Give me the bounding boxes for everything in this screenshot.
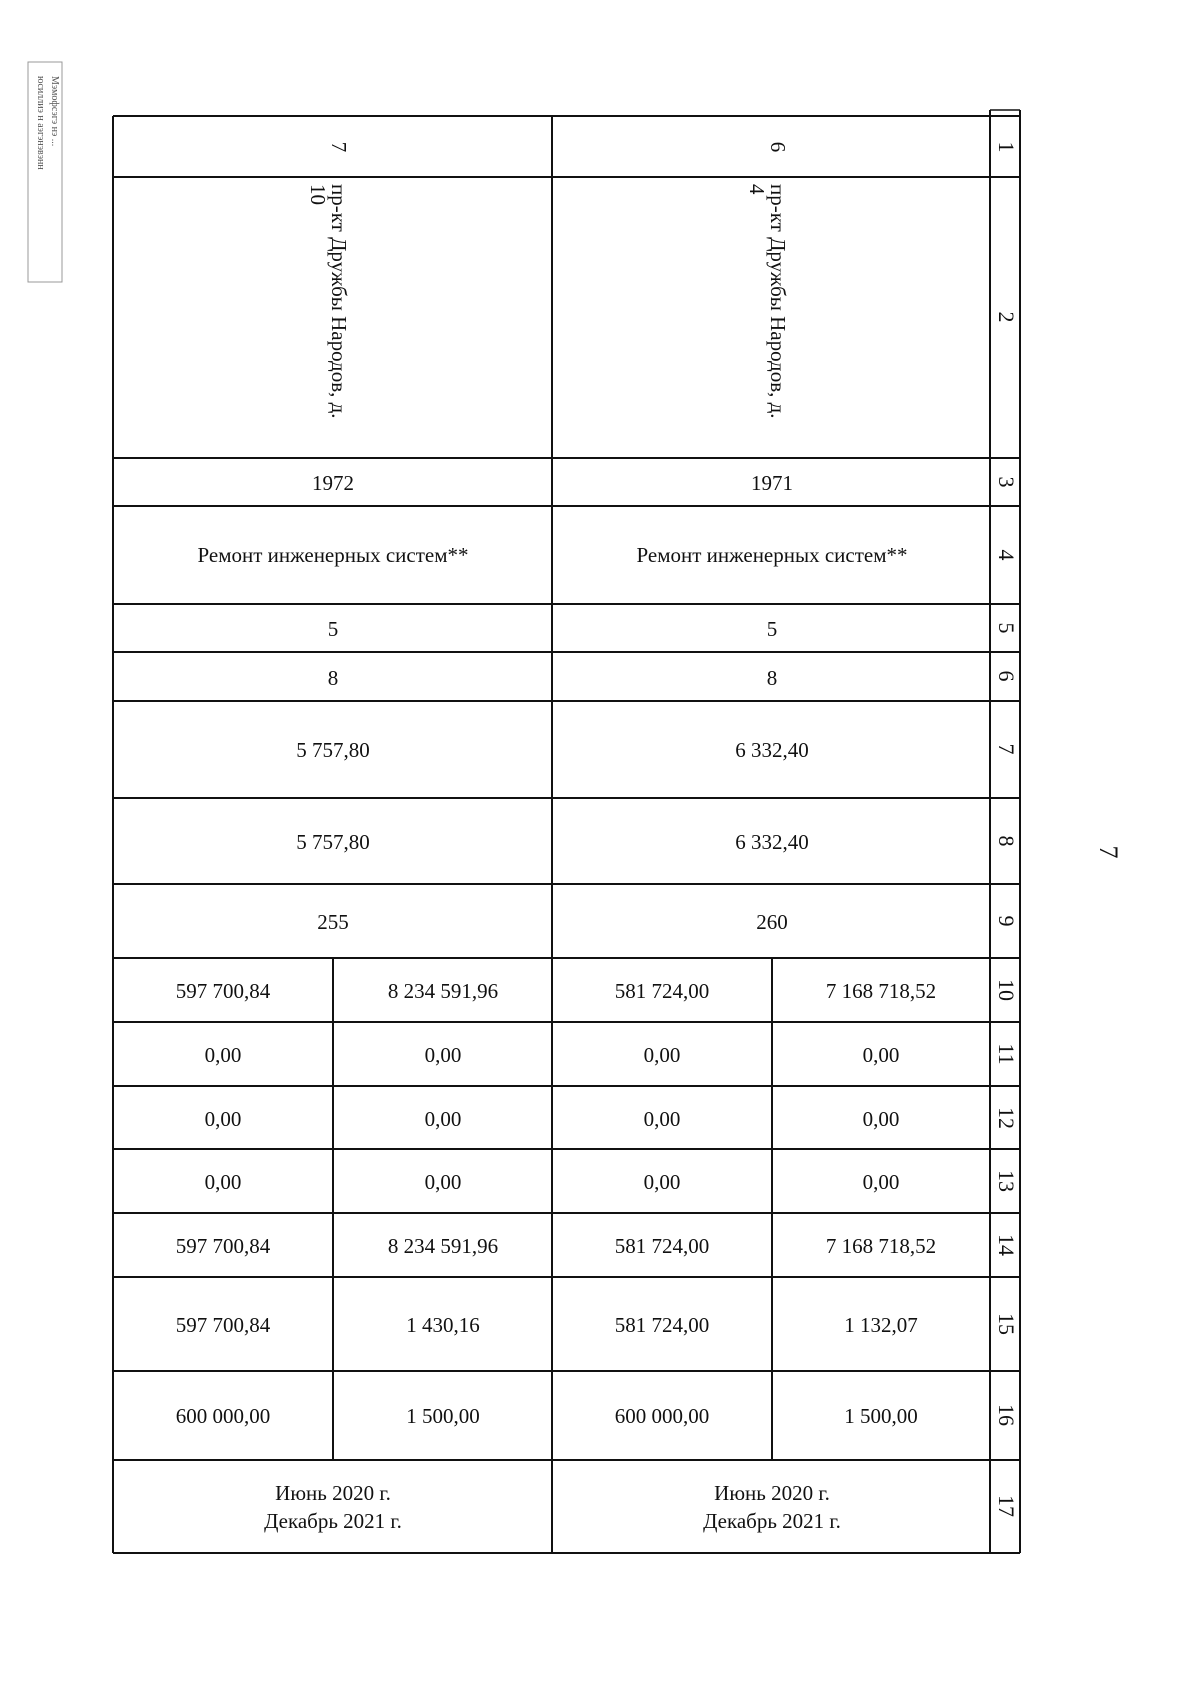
- area-living: 5 757,80: [296, 830, 370, 854]
- row16-b: 1 500,00: [844, 1404, 918, 1428]
- row-number: 10: [994, 979, 1019, 1001]
- cost-total: 597 700,84: [175, 979, 271, 1003]
- row14-a: 581 724,00: [614, 1234, 710, 1258]
- row11-a: 0,00: [204, 1043, 242, 1067]
- row15-b: 1 430,16: [406, 1313, 480, 1337]
- row12-b: 0,00: [424, 1107, 462, 1131]
- row11-b: 0,00: [424, 1043, 462, 1067]
- area-total: 5 757,80: [296, 738, 370, 762]
- area-living: 6 332,40: [735, 830, 809, 854]
- build-year: 1971: [751, 471, 793, 495]
- row-number: 14: [994, 1234, 1019, 1256]
- record-item-7: [176, 142, 498, 1533]
- row-number: 12: [994, 1107, 1019, 1129]
- row-numbers: [994, 142, 1019, 1518]
- row-number: 15: [994, 1313, 1019, 1335]
- page-number: 7: [1094, 845, 1123, 859]
- row-number: 13: [994, 1170, 1019, 1192]
- cost-total-b: 8 234 591,96: [387, 979, 499, 1003]
- row15-a: 597 700,84: [175, 1313, 271, 1337]
- row-number: 5: [994, 622, 1019, 634]
- row-number: 17: [994, 1495, 1019, 1517]
- item-number: 7: [327, 141, 351, 153]
- row15-a: 581 724,00: [614, 1313, 710, 1337]
- deadline-end: Декабрь 2021 г.: [264, 1509, 402, 1533]
- item-number: 6: [766, 141, 790, 153]
- row-number: 4: [994, 549, 1019, 561]
- row13-a: 0,00: [643, 1170, 681, 1194]
- row16-a: 600 000,00: [614, 1404, 710, 1428]
- entrances: 8: [766, 666, 778, 690]
- stamp: [28, 62, 62, 282]
- stamp-line-2: юсиллиэ н аэгэнэвэнн: [35, 76, 46, 170]
- build-year: 1972: [312, 471, 354, 495]
- row12-a: 0,00: [643, 1107, 681, 1131]
- row-number: 1: [994, 141, 1019, 153]
- row-number: 2: [994, 311, 1019, 323]
- row12-b: 0,00: [862, 1107, 900, 1131]
- floors: 5: [766, 617, 778, 641]
- entrances: 8: [327, 666, 339, 690]
- row13-b: 0,00: [424, 1170, 462, 1194]
- stamp-line-1: Мэмофсэгэ нэ ...: [49, 76, 60, 147]
- residents: 260: [756, 910, 788, 934]
- row-number: 16: [994, 1404, 1019, 1426]
- row-number: 7: [994, 743, 1019, 755]
- row16-b: 1 500,00: [406, 1404, 480, 1428]
- record-item-6: [615, 142, 936, 1533]
- row14-b: 8 234 591,96: [387, 1234, 499, 1258]
- row-number: 3: [994, 476, 1019, 488]
- floors: 5: [327, 617, 339, 641]
- deadline-start: Июнь 2020 г.: [714, 1481, 830, 1505]
- row13-b: 0,00: [862, 1170, 900, 1194]
- row14-b: 7 168 718,52: [825, 1234, 937, 1258]
- deadline-end: Декабрь 2021 г.: [703, 1509, 841, 1533]
- work-type: Ремонт инженерных систем**: [636, 543, 908, 567]
- row-number: 8: [994, 835, 1019, 847]
- row13-a: 0,00: [204, 1170, 242, 1194]
- row11-b: 0,00: [862, 1043, 900, 1067]
- residents: 255: [317, 910, 349, 934]
- area-total: 6 332,40: [735, 738, 809, 762]
- row16-a: 600 000,00: [175, 1404, 271, 1428]
- row-number: 9: [994, 915, 1019, 927]
- address-line-1: пр-кт Дружбы Народов, д.: [327, 184, 351, 419]
- work-type: Ремонт инженерных систем**: [197, 543, 469, 567]
- row-number: 6: [994, 670, 1019, 682]
- deadline-start: Июнь 2020 г.: [275, 1481, 391, 1505]
- row11-a: 0,00: [643, 1043, 681, 1067]
- row14-a: 597 700,84: [175, 1234, 271, 1258]
- row-number: 11: [994, 1043, 1019, 1065]
- address-line-2: 10: [306, 184, 330, 205]
- row15-b: 1 132,07: [844, 1313, 918, 1337]
- address-line-1: пр-кт Дружбы Народов, д.: [766, 184, 790, 419]
- address-line-2: 4: [745, 184, 769, 195]
- cost-total: 581 724,00: [614, 979, 710, 1003]
- row12-a: 0,00: [204, 1107, 242, 1131]
- cost-total-b: 7 168 718,52: [825, 979, 937, 1003]
